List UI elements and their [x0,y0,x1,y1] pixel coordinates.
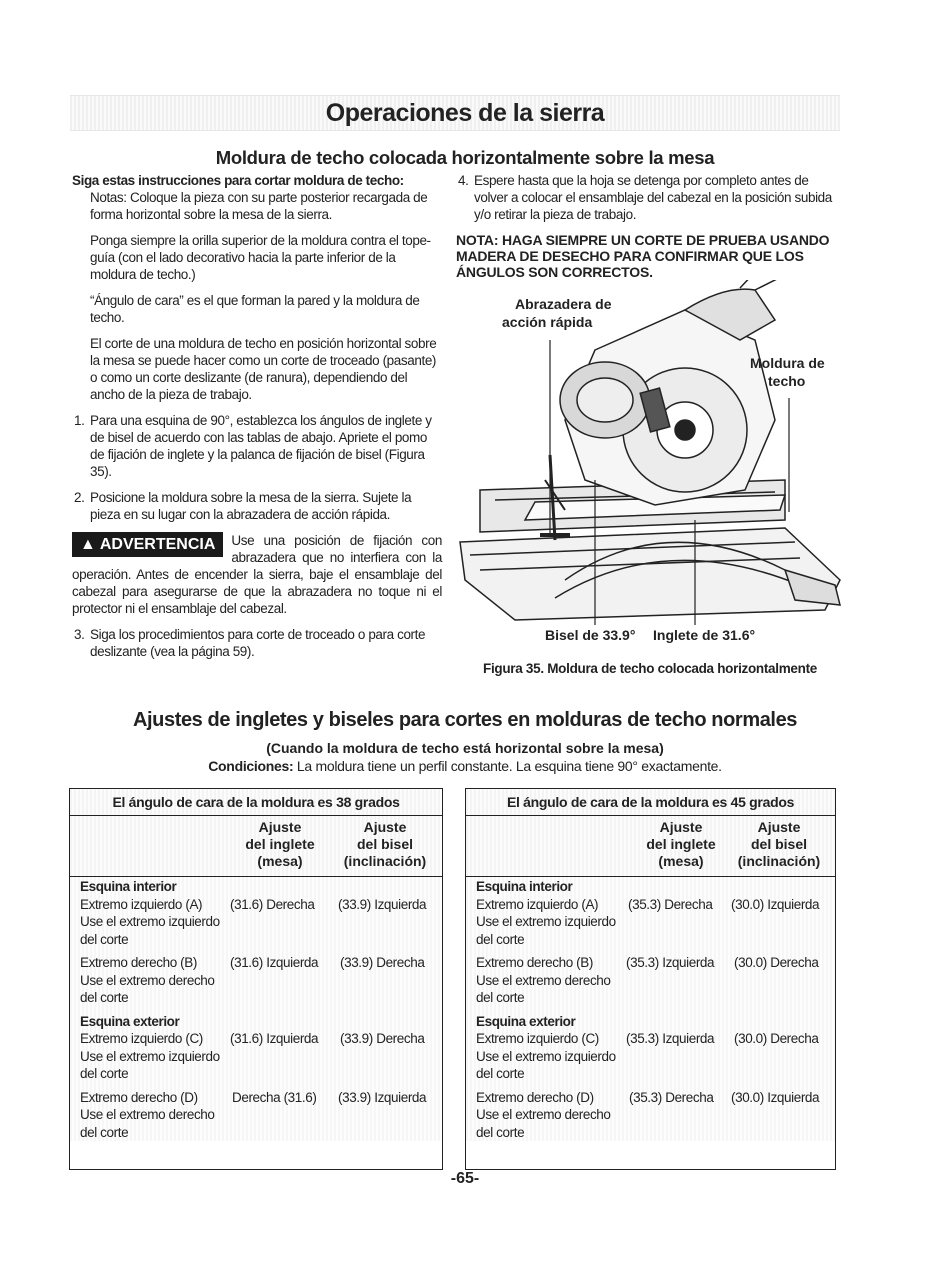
row-use-2: del corte [476,1124,525,1140]
inside-corner-label: Esquina interior [80,879,177,894]
bevel-header-line: Ajuste [757,819,801,835]
row-label: Extremo derecho (B) [476,955,593,970]
step-2-text: Posicione la moldura sobre la mesa de la sierra. Sujete la pieza en su lugar con la abrazadera de acción rápida. [90,490,412,522]
conditions-text: La moldura tiene un perfil constante. La esquina tiene 90° exactamente. [296,758,722,774]
row-miter: (35.3) Derecha [629,1089,714,1105]
row-label: Extremo izquierdo (A) [476,896,599,912]
miter-header-line: Ajuste [659,819,703,835]
warning-label: ADVERTENCIA [99,536,216,553]
table-row [80,896,442,949]
row-label: Extremo izquierdo (C) [80,1031,203,1046]
adjustments-title: Ajustes de ingletes y biseles para cortes en molduras de techo normales [132,709,798,731]
row-bevel: (30.0) Derecha [734,1031,819,1046]
test-cut-note: NOTA: HAGA SIEMPRE UN CORTE DE PRUEBA USANDO MADERA DE DESECHO PARA CONFIRMAR QUE LOS ÁNGULOS SON CORRECTOS. [456,232,830,280]
step-3-number: 3. [74,627,85,642]
warning-triangle-icon: ▲ [80,536,96,553]
row-use: Use el extremo derecho [476,972,611,988]
step-1-text: Para una esquina de 90°, establezca los ángulos de inglete y de bisel de acuerdo con las tablas de abajo. Apriete el pomo de fijación de inglete y la palanca de fijación de bisel (Figura 35). [90,413,432,479]
row-use: Use el extremo derecho [476,1107,611,1122]
table-column-headers [466,816,835,877]
table-row [476,1089,835,1142]
label-bevel: Bisel de 33.9° [545,627,636,643]
paragraph-corte: El corte de una moldura de techo en posición horizontal sobre la mesa se puede hacer como un corte de troceado (pasante) o como un corte deslizante (de ranura), dependiendo del ancho de la pieza de trabajo. [90,336,437,402]
instructions-lead: Siga estas instrucciones para cortar moldura de techo: [72,173,404,188]
miter-header-line: Ajuste [258,819,302,835]
row-label: Extremo izquierdo (C) [476,1031,599,1046]
bevel-header-line: (inclinación) [737,853,821,869]
paragraph-angulo: “Ángulo de cara” es el que forman la pared y la moldura de techo. [90,293,420,325]
table-row [80,1030,442,1083]
step-1 [72,412,442,480]
page-number: -65- [450,1170,480,1187]
warning-text: Use una posición de fijación con abrazadera que no interfiera con la operación. Antes de encender la sierra, baje el ensamblaje del cabezal para asegurarse de que la abrazadera no toque ni el protector ni el ensamblaje del cabezal. [72,533,442,616]
row-use-2: del corte [476,990,525,1005]
row-miter: (35.3) Izquierda [626,1031,715,1046]
row-use-2: del corte [476,931,525,947]
miter-header-line: (mesa) [257,853,303,869]
label-clamp-line1: Abrazadera de [515,296,612,312]
inside-corner-label: Esquina interior [476,879,573,894]
step-1-number: 1. [74,413,85,428]
adjustments-subtitle: (Cuando la moldura de techo está horizontal sobre la mesa) [266,740,664,756]
conditions-label: Condiciones: [208,758,294,774]
paragraph-orilla: Ponga siempre la orilla superior de la moldura contra el tope-guía (con el lado decorativo hacia la parte inferior de la moldura de techo.) [90,233,431,282]
table-body [70,877,442,1141]
step-4 [456,172,836,223]
right-column [456,172,836,280]
row-bevel: (33.9) Derecha [340,955,425,970]
row-use-2: del corte [80,990,129,1005]
row-bevel: (33.9) Izquierda [338,896,427,912]
row-use-2: del corte [476,1066,525,1081]
table-title: El ángulo de cara de la moldura es 45 grados [466,789,835,816]
row-use: Use el extremo izquierdo [476,1048,616,1064]
settings-table-45 [465,788,836,1170]
label-clamp-line2: acción rápida [502,314,593,330]
table-row [476,1030,835,1083]
row-label: Extremo derecho (D) [80,1089,198,1105]
row-bevel: (33.9) Derecha [340,1031,425,1046]
outside-corner-label: Esquina exterior [80,1013,180,1029]
row-bevel: (30.0) Derecha [734,955,819,970]
row-use: Use el extremo derecho [80,1107,215,1122]
bevel-column-header [330,819,440,870]
table-row [476,896,835,949]
row-use-2: del corte [80,1066,129,1081]
step-4-text: Espere hasta que la hoja se detenga por completo antes de volver a colocar el ensamblaje del cabezal en la posición subida y/o retirar la pieza de trabajo. [474,173,832,222]
table-body [466,877,835,1141]
row-bevel: (30.0) Izquierda [731,1089,820,1105]
table-title: El ángulo de cara de la moldura es 38 grados [70,789,442,816]
figure-35-illustration [455,280,845,650]
row-label: Extremo derecho (D) [476,1089,594,1105]
label-miter: Inglete de 31.6° [653,627,756,643]
row-miter: (35.3) Izquierda [626,955,715,970]
miter-column-header [626,819,736,870]
warning-block [72,532,442,617]
row-miter: (35.3) Derecha [628,896,713,912]
row-bevel: (30.0) Izquierda [731,896,820,912]
bevel-header-line: (inclinación) [343,853,427,869]
miter-header-line: del inglete [245,836,315,852]
warning-badge [72,532,223,557]
step-3 [72,626,442,660]
figure-caption: Figura 35. Moldura de techo colocada horizontalmente [483,661,817,676]
row-miter: (31.6) Izquierda [230,955,319,970]
notes-paragraph: Notas: Coloque la pieza con su parte posterior recargada de forma horizontal sobre la mesa de la sierra. [90,190,428,222]
step-2 [72,489,442,523]
row-label: Extremo izquierdo (A) [80,896,203,912]
miter-header-line: del inglete [646,836,716,852]
bevel-column-header [724,819,834,870]
row-use: Use el extremo derecho [80,972,215,988]
row-use-2: del corte [80,931,129,947]
page-title: Operaciones de la sierra [325,99,605,127]
settings-table-38 [69,788,443,1170]
bevel-header-line: Ajuste [363,819,407,835]
table-row [80,954,442,1007]
row-use-2: del corte [80,1124,129,1140]
row-bevel: (33.9) Izquierda [338,1089,427,1105]
bevel-header-line: del bisel [356,836,414,852]
table-row [80,1089,442,1142]
outside-corner-label: Esquina exterior [476,1013,576,1029]
label-molding-line1: Moldura de [750,355,825,371]
row-label: Extremo derecho (B) [80,955,197,970]
step-2-number: 2. [74,490,85,505]
table-row [476,954,835,1007]
left-column [72,172,442,669]
row-miter: (31.6) Izquierda [230,1031,319,1046]
section-title: Moldura de techo colocada horizontalmente sobre la mesa [215,147,715,168]
label-molding-line2: techo [768,373,806,389]
row-use: Use el extremo izquierdo [80,914,220,929]
table-column-headers [70,816,442,877]
row-use: Use el extremo izquierdo [476,914,616,929]
bevel-header-line: del bisel [750,836,808,852]
row-use: Use el extremo izquierdo [80,1048,220,1064]
row-miter: Derecha (31.6) [232,1089,317,1105]
miter-header-line: (mesa) [658,853,704,869]
adjustments-conditions [0,758,930,774]
step-4-number: 4. [458,173,469,188]
miter-column-header [225,819,335,870]
row-miter: (31.6) Derecha [230,896,315,912]
step-3-text: Siga los procedimientos para corte de troceado o para corte deslizante (vea la página 59). [90,627,426,659]
